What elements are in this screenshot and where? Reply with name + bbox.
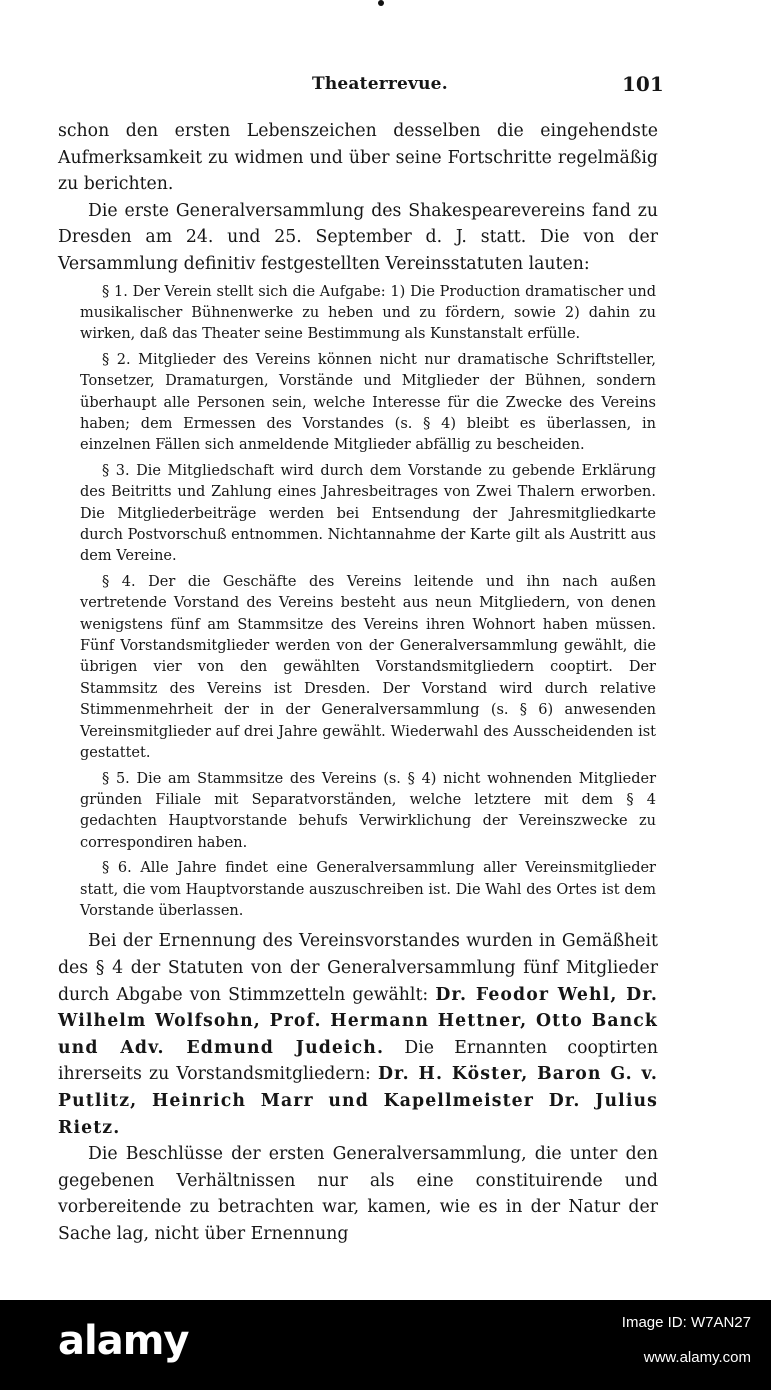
page-number: 101 xyxy=(622,72,664,96)
paragraph-4: Die Beschlüsse der ersten Generalversammlung, die unter den gegebenen Verhältnissen nur als eine constituirende und vorbereitende zu betrachten war, kamen, wie es in der Natur der Sache lag, nicht über Ernennung xyxy=(58,1144,658,1244)
statute-5: § 5. Die am Stammsitze des Vereins (s. § 4) nicht wohnenden Mitglieder gründen Filiale mit Separatvorständen, welche letztere mit dem § 4 gedachten Hauptvorstande behufs Verwirklichung der Vereinszwecke zu correspondiren haben. xyxy=(80,770,656,851)
statutes-block xyxy=(80,282,656,923)
running-head: Theaterrevue. xyxy=(312,74,448,94)
image-id-label: Image ID: W7AN27 xyxy=(621,1314,751,1331)
statute-1: § 1. Der Verein stellt sich die Aufgabe: 1) Die Production dramatischer und musikalischer Bühnenwerke zu heben und zu fördern, sowie 2) dahin zu wirken, daß das Theater seine Bestimmung als Kunstanstalt erfülle. xyxy=(80,283,656,343)
paragraph-3 xyxy=(58,928,658,1141)
paragraph-2: Die erste Generalversammlung des Shakespearevereins fand zu Dresden am 24. und 25. September d. J. statt. Die von der Versammlung definitiv festgestellten Vereinsstatuten lauten: xyxy=(58,200,658,274)
statute-3: § 3. Die Mitgliedschaft wird durch dem Vorstande zu gebende Erklärung des Beitritts und Zahlung eines Jahresbeitrages von Zwei Thalern erworben. Die Mitgliederbeiträge werden bei Entsendung der Jahresmitgliedkarte durch Postvorschuß entnommen. Nichtannahme der Karte gilt als Austritt aus dem Vereine. xyxy=(80,462,656,565)
coopted-members: Dr. H. Köster, Baron G. v. Putlitz, Heinrich Marr und Kapellmeister Dr. Julius Rietz. xyxy=(58,1064,658,1138)
elected-members: Dr. Feodor Wehl, Dr. Wilhelm Wolfsohn, Prof. Hermann Hettner, Otto Banck und Adv. Edmund Judeich. xyxy=(58,984,658,1058)
statute-6: § 6. Alle Jahre findet eine Generalversammlung aller Vereinsmitglieder statt, die vom Hauptvorstande auszuschreiben ist. Die Wahl des Ortes ist dem Vorstande überlassen. xyxy=(80,860,656,919)
site-url: www.alamy.com xyxy=(643,1349,751,1366)
paragraph-3-start: Bei der Ernennung des Vereinsvorstandes wurden in Gemäßheit des § 4 der Statuten von der Generalversammlung fünf Mitglieder durch Abgabe von Stimmzetteln gewählt: xyxy=(58,931,658,1005)
page-body xyxy=(58,118,658,1247)
ink-dot xyxy=(378,0,384,6)
brand-logo: alamy xyxy=(58,1318,189,1364)
paragraph-3-middle: Die Ernannten cooptirten ihrerseits zu Vorstandsmitgliedern: xyxy=(58,1037,658,1085)
paragraph-1: schon den ersten Lebenszeichen desselben die eingehendste Aufmerksamkeit zu widmen und über seine Fortschritte regelmäßig zu berichten. xyxy=(58,121,658,195)
statute-2: § 2. Mitglieder des Vereins können nicht nur dramatische Schriftsteller, Tonsetzer, Dramaturgen, Vorstände und Mitglieder der Bühnen, sondern überhaupt alle Personen sein, welche Interesse für die Zwecke des Vereins haben; dem Ermessen des Vorstandes (s. § 4) bleibt es überlassen, in einzelnen Fällen sich anmeldende Mitglieder abfällig zu bescheiden. xyxy=(80,351,656,454)
statute-4: § 4. Der die Geschäfte des Vereins leitende und ihn nach außen vertretende Vorstand des Vereins besteht aus neun Mitgliedern, von denen wenigstens fünf am Stammsitze des Vereins ihren Wohnort haben müssen. Fünf Vorstandsmitglieder werden von der Generalversammlung gewählt, die übrigen vier von den gewählten Vorstandsmitgliedern cooptirt. Der Stammsitz des Vereins ist Dresden. Der Vorstand wird durch relative Stimmenmehrheit der in der Generalversammlung (s. § 6) anwesenden Vereinsmitglieder auf drei Jahre gewählt. Wiederwahl des Ausscheidenden ist gestattet. xyxy=(80,573,656,762)
